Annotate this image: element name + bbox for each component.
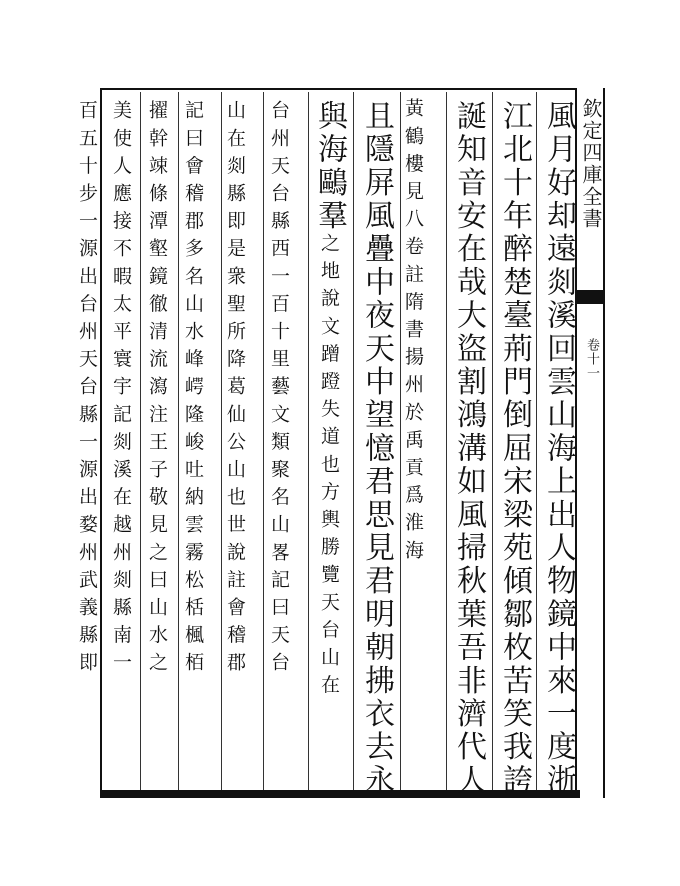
- text-column-1: 風月好却遠剡溪回雲山海上出人物鏡中來一度浙: [541, 100, 576, 798]
- text-column-5: [310, 100, 348, 702]
- annotation-text: 黃鶴樓見八卷註隋書揚州於禹貢爲淮海: [402, 98, 424, 568]
- annotation-column-1: 台州天台縣西一百十里藝文類聚名山畧記曰天台: [268, 100, 290, 680]
- column-rule: [221, 92, 222, 790]
- text-column-2: 江北十年醉楚臺荊門倒屈宋梁苑傾鄒枚苦笑我誇: [497, 100, 532, 798]
- text-column-5-main-note: [402, 98, 424, 567]
- annotation-column-3: 記曰會稽郡多名山水峰崿隆峻吐納雲霧松栝楓栢: [182, 100, 204, 680]
- column-rule: [492, 92, 493, 790]
- annotation-column-6: 百五十步一源出台州天台縣一源出婺州武義縣即: [76, 100, 98, 680]
- annotation-text: 之地說文蹭蹬失道也方輿勝覽天台山在: [318, 232, 340, 703]
- column-rule: [178, 92, 179, 790]
- column-rule: [400, 92, 401, 790]
- text-column-4: 且隱屏風疊中夜天中望憶君思見君明朝拂衣去永: [359, 100, 394, 798]
- juan-label: 卷十一: [584, 338, 599, 380]
- column-rule: [446, 92, 447, 790]
- annotation-column-5: 美使人應接不暇太平寰宇記剡溪在越州剡縣南一: [110, 100, 132, 680]
- annotation-column-2: 山在剡縣即是衆聖所降葛仙公山也世說註會稽郡: [224, 100, 246, 680]
- column-rule: [263, 92, 264, 790]
- annotation-column-4: 擢幹竦條潭壑鏡徹清流瀉注王子敬見之曰山水之: [146, 100, 168, 680]
- column-rule: [536, 92, 537, 790]
- column-rule: [308, 92, 309, 790]
- fishtail-mark: [576, 290, 603, 304]
- column-rule: [140, 92, 141, 790]
- main-text: 與海鷗羣: [312, 100, 347, 233]
- book-title: 欽定四庫全書: [579, 98, 603, 230]
- text-column-3: 誕知音安在哉大盜割鴻溝如風掃秋葉吾非濟代人: [451, 100, 486, 798]
- column-rule: [353, 92, 354, 790]
